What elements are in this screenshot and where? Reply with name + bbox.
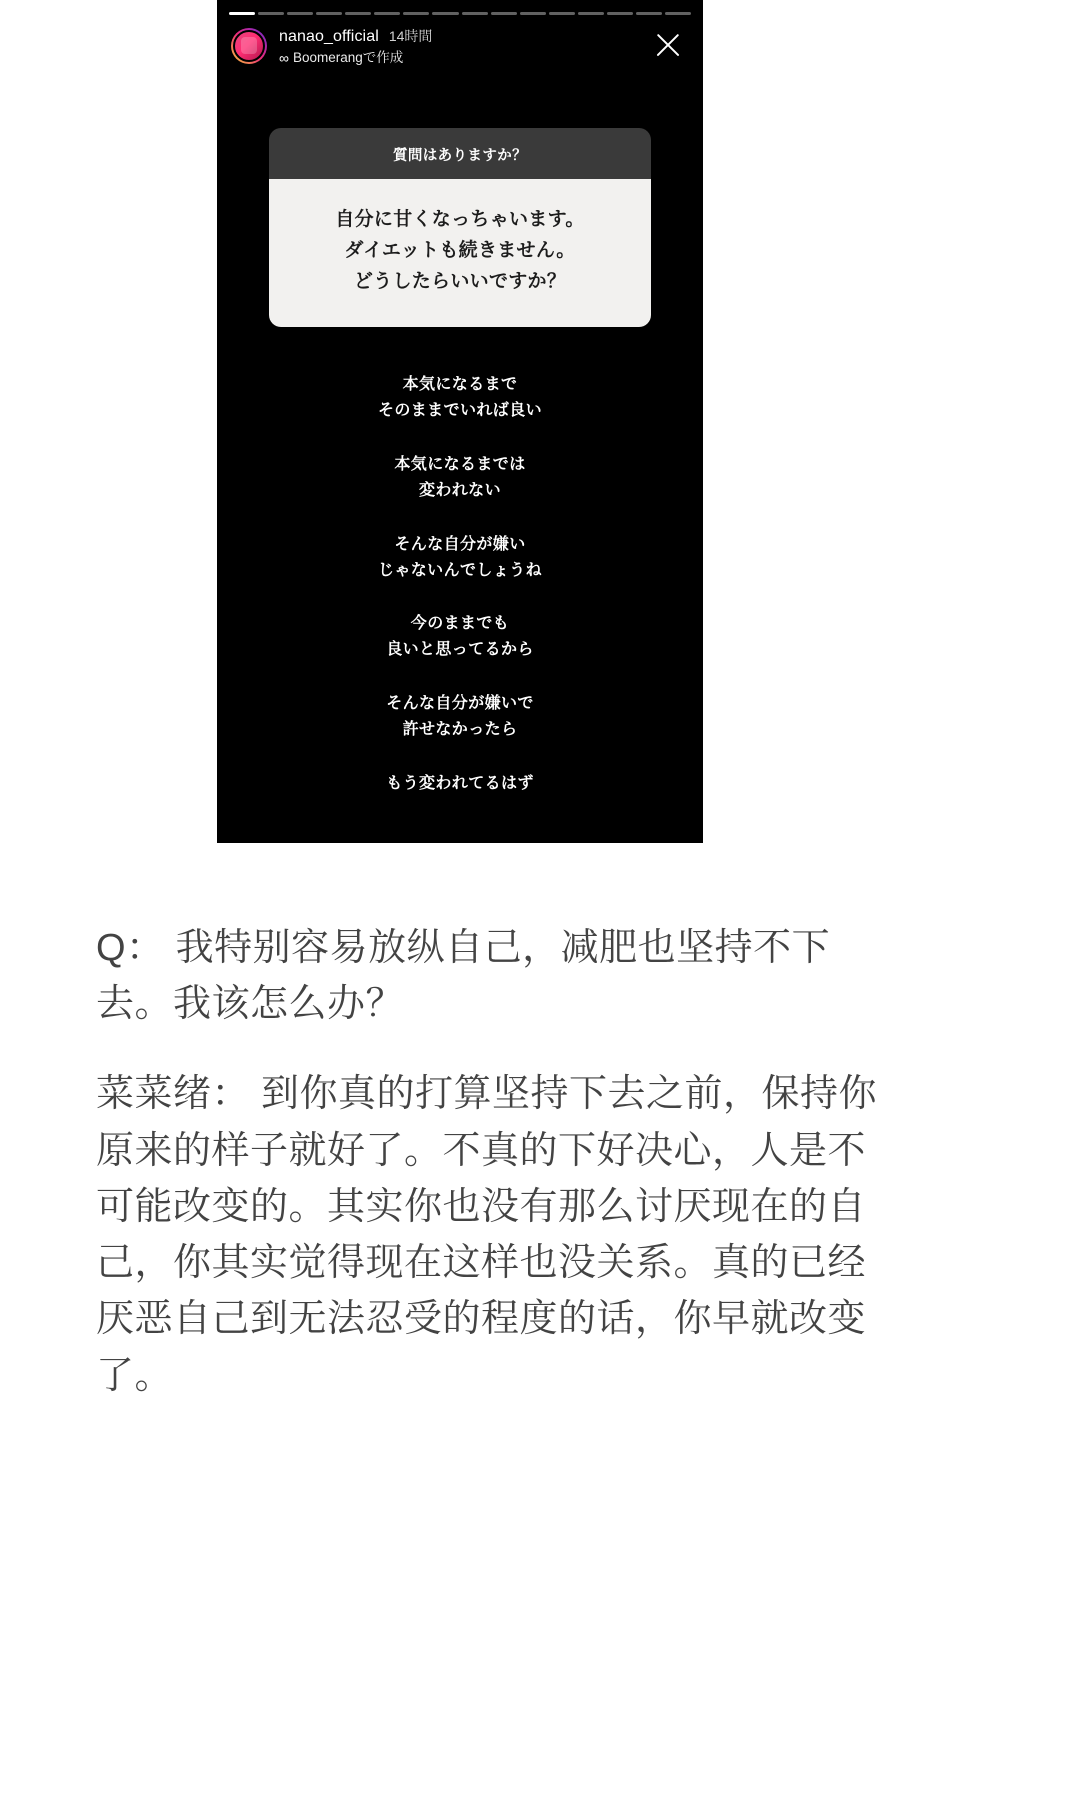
question-line: どうしたらいいですか？ [353,270,567,292]
story-username[interactable]: nanao_official [279,28,379,45]
instagram-story-screenshot [217,0,703,843]
progress-segment[interactable] [229,12,255,15]
progress-segment[interactable] [403,12,429,15]
story-author-info [279,26,432,67]
answer-line: 変われない [418,481,501,499]
answer-line: 本気になるまで [402,376,518,393]
answer-group [217,691,703,743]
translation-block [96,920,896,1404]
story-answer-text [217,372,703,797]
question-line: ダイエットも続きません。 [344,239,576,261]
answer-line: 今のままでも [410,615,510,633]
question-sticker-text [269,179,651,327]
progress-segment[interactable] [462,12,488,15]
question-sticker-prompt: 質問はありますか？ [269,128,651,179]
question-line: 自分に甘くなっちゃいます。 [335,209,585,230]
answer-group [217,372,703,424]
translated-question: Q： 我特别容易放纵自己，减肥也坚持不下去。我该怎么办？ [96,927,831,1026]
progress-segment[interactable] [374,12,400,15]
answer-group [217,532,703,584]
progress-segment[interactable] [520,12,546,15]
story-header [231,26,693,78]
question-sticker-card [269,128,651,327]
answer-line: じゃないんでしょうね [377,561,542,579]
answer-line: そんな自分が嫌い [394,535,526,553]
progress-segment[interactable] [549,12,575,15]
boomerang-label-row [279,50,432,67]
progress-segment[interactable] [491,12,517,15]
progress-segment[interactable] [432,12,458,15]
progress-segment[interactable] [287,12,313,15]
progress-segment[interactable] [665,12,691,15]
translated-answer: 菜菜绪： 到你真的打算坚持下去之前，保持你原来的样子就好了。不真的下好决心，人是不可能改变的。其实你也没有那么讨厌现在的自己，你其实觉得现在这样也没关系。真的已经厌恶自己到无法忍受的程度的话，你早就改变了。 [96,1073,878,1397]
answer-line: 良いと思ってるから [386,641,534,659]
answer-line: そのままでいれば良い [377,401,542,419]
answer-group [217,452,703,504]
close-icon[interactable] [651,28,685,62]
answer-line: そんな自分が嫌いで [386,695,534,713]
answer-line: もう変われてるはず [386,775,534,793]
progress-segment[interactable] [258,12,284,15]
story-timestamp: 14時間 [388,28,433,44]
progress-segment[interactable] [345,12,371,15]
progress-segment[interactable] [607,12,633,15]
progress-segment[interactable] [636,12,662,15]
progress-segment[interactable] [316,12,342,15]
answer-line: 許せなかったら [402,721,518,739]
answer-group [217,771,703,797]
answer-group [217,611,703,663]
progress-segment[interactable] [578,12,604,15]
avatar-image [233,30,265,62]
boomerang-label: Boomerangで作成 [292,50,404,65]
avatar[interactable] [231,28,267,64]
story-progress-bar [229,12,691,16]
infinity-icon: ∞ [279,50,289,67]
answer-line: 本気になるまでは [394,455,526,473]
